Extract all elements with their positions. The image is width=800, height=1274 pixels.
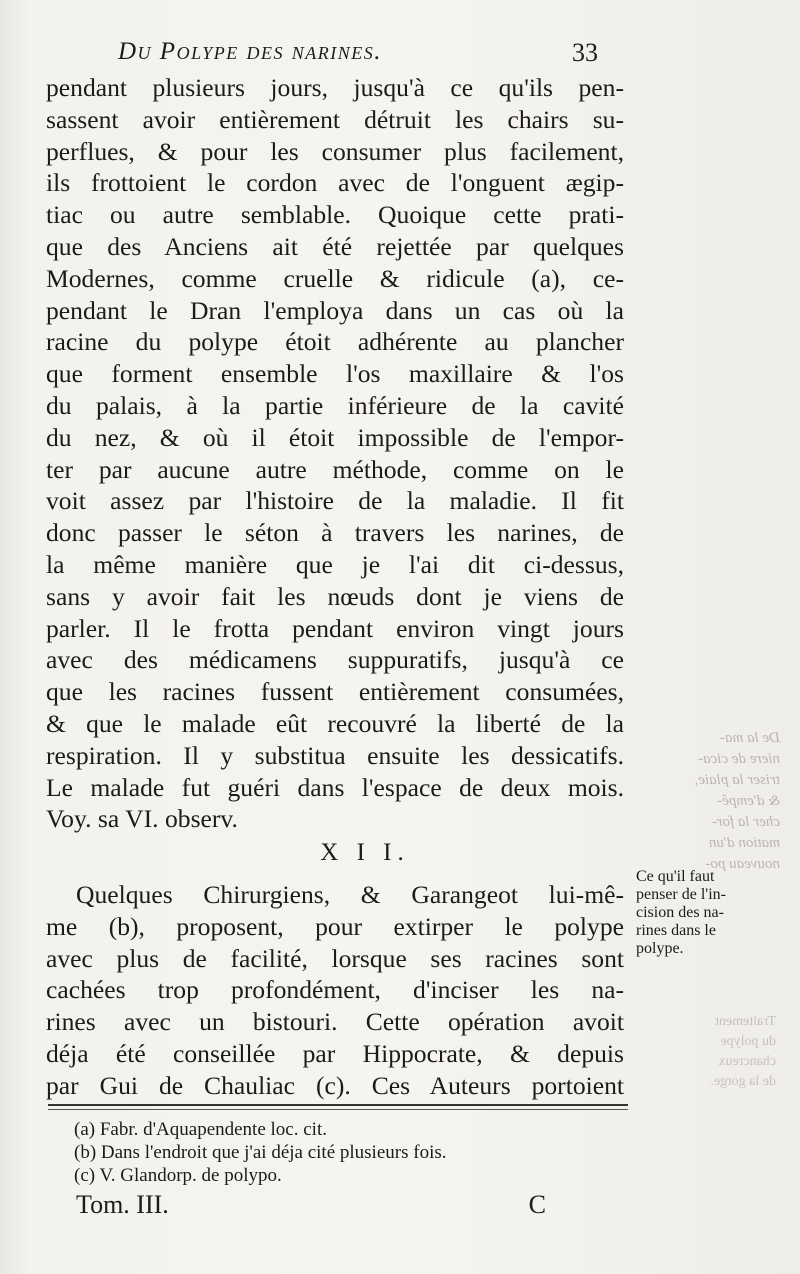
show-through-line: triser la plaie,	[694, 772, 780, 788]
text-line: avec des médicamens suppuratifs, jusqu'à ce	[46, 645, 624, 675]
text-line: cachées trop profondément, d'inciser les na-	[46, 975, 624, 1005]
margin-note-line: penser de l'in-	[636, 886, 726, 903]
margin-note-line: polype.	[636, 940, 684, 957]
text-line: la même manière que je l'ai dit ci-dessus,	[46, 549, 624, 579]
text-line: parler. Il le frotta pendant environ vingt jours	[46, 613, 624, 643]
page-footer	[76, 1190, 546, 1230]
margin-note-line: cision des na-	[636, 904, 724, 921]
text-line: tiac ou autre semblable. Quoique cette prati-	[46, 200, 624, 230]
text-line: pendant le Dran l'employa dans un cas où la	[46, 295, 624, 325]
text-line: Voy. sa VI. observ.	[46, 804, 238, 834]
text-line: ils frottoient le cordon avec de l'onguent ægip-	[46, 168, 624, 198]
text-line: par Gui de Chauliac (c). Ces Auteurs portoient	[46, 1070, 624, 1100]
text-line: pendant plusieurs jours, jusqu'à ce qu'ils pen-	[46, 73, 624, 102]
text-line: me (b), proposent, pour extirper le polype	[46, 911, 624, 941]
text-line: Quelques Chirurgiens, & Garangeot lui-mê-	[76, 879, 624, 909]
text-line: Modernes, comme cruelle & ridicule (a), ce-	[46, 263, 624, 293]
footnote-rule	[48, 1104, 628, 1106]
margin-note	[636, 868, 766, 958]
footnote: (a) Fabr. d'Aquapendente loc. cit.	[74, 1119, 327, 1140]
text-line: & que le malade eût recouvré la liberté de la	[46, 708, 624, 738]
running-head: Du Polype des narines.	[118, 38, 382, 65]
footnote-rule-thin	[48, 1109, 628, 1110]
text-line: respiration. Il y substitua ensuite les dessicatifs.	[46, 740, 624, 770]
footnote: (b) Dans l'endroit que j'ai déja cité plusieurs fois.	[74, 1142, 447, 1163]
show-through-line: Traitement	[715, 1014, 776, 1029]
footnote: (c) V. Glandorp. de polypo.	[74, 1165, 282, 1186]
gathering-signature: C	[528, 1190, 546, 1219]
text-line: voit assez par l'histoire de la maladie. Il fit	[46, 486, 624, 516]
page-number: 33	[572, 38, 598, 67]
footnotes	[74, 1118, 614, 1187]
margin-note-line: Ce qu'il faut	[636, 868, 715, 885]
text-line: que des Anciens ait été rejettée par quelques	[46, 231, 624, 261]
text-line: ter par aucune autre méthode, comme on le	[46, 454, 624, 484]
section-heading: X I I.	[320, 839, 410, 867]
show-through-text-bottom	[636, 1012, 776, 1092]
text-line: avec plus de facilité, lorsque ses racines sont	[46, 943, 624, 973]
page-header	[118, 38, 598, 72]
show-through-line: & d'empê-	[717, 793, 780, 809]
text-line: que forment ensemble l'os maxillaire & l'os	[46, 359, 624, 389]
text-line: du nez, & où il étoit impossible de l'empor-	[46, 422, 624, 452]
show-through-line: niere de cica-	[698, 751, 780, 767]
show-through-text-top	[640, 728, 780, 875]
show-through-line: du polype	[720, 1034, 776, 1049]
text-line: rines avec un bistouri. Cette opération avoit	[46, 1007, 624, 1037]
show-through-line: cher la for-	[711, 814, 780, 830]
volume-signature: Tom. III.	[76, 1190, 169, 1219]
main-text	[46, 72, 624, 1102]
text-line: perflues, & pour les consumer plus facilement,	[46, 136, 624, 166]
show-through-line: mation d'un	[708, 835, 780, 851]
show-through-line: nouveau po-	[705, 856, 780, 872]
text-line: racine du polype étoit adhérente au plancher	[46, 327, 624, 357]
margin-note-line: rines dans le	[636, 922, 716, 939]
text-line: sassent avoir entièrement détruit les chairs su-	[46, 104, 624, 134]
text-line: que les racines fussent entièrement consumées,	[46, 677, 624, 707]
show-through-line: chancreux	[718, 1054, 776, 1069]
show-through-line: De la ma-	[720, 730, 780, 746]
text-line: déja été conseillée par Hippocrate, & depuis	[46, 1038, 624, 1068]
text-line: Le malade fut guéri dans l'espace de deux mois.	[46, 772, 624, 802]
text-line: du palais, à la partie inférieure de la cavité	[46, 390, 624, 420]
text-line: sans y avoir fait les nœuds dont je viens de	[46, 581, 624, 611]
text-line: donc passer le séton à travers les narines, de	[46, 518, 624, 548]
show-through-line: de la gorge.	[710, 1074, 776, 1089]
